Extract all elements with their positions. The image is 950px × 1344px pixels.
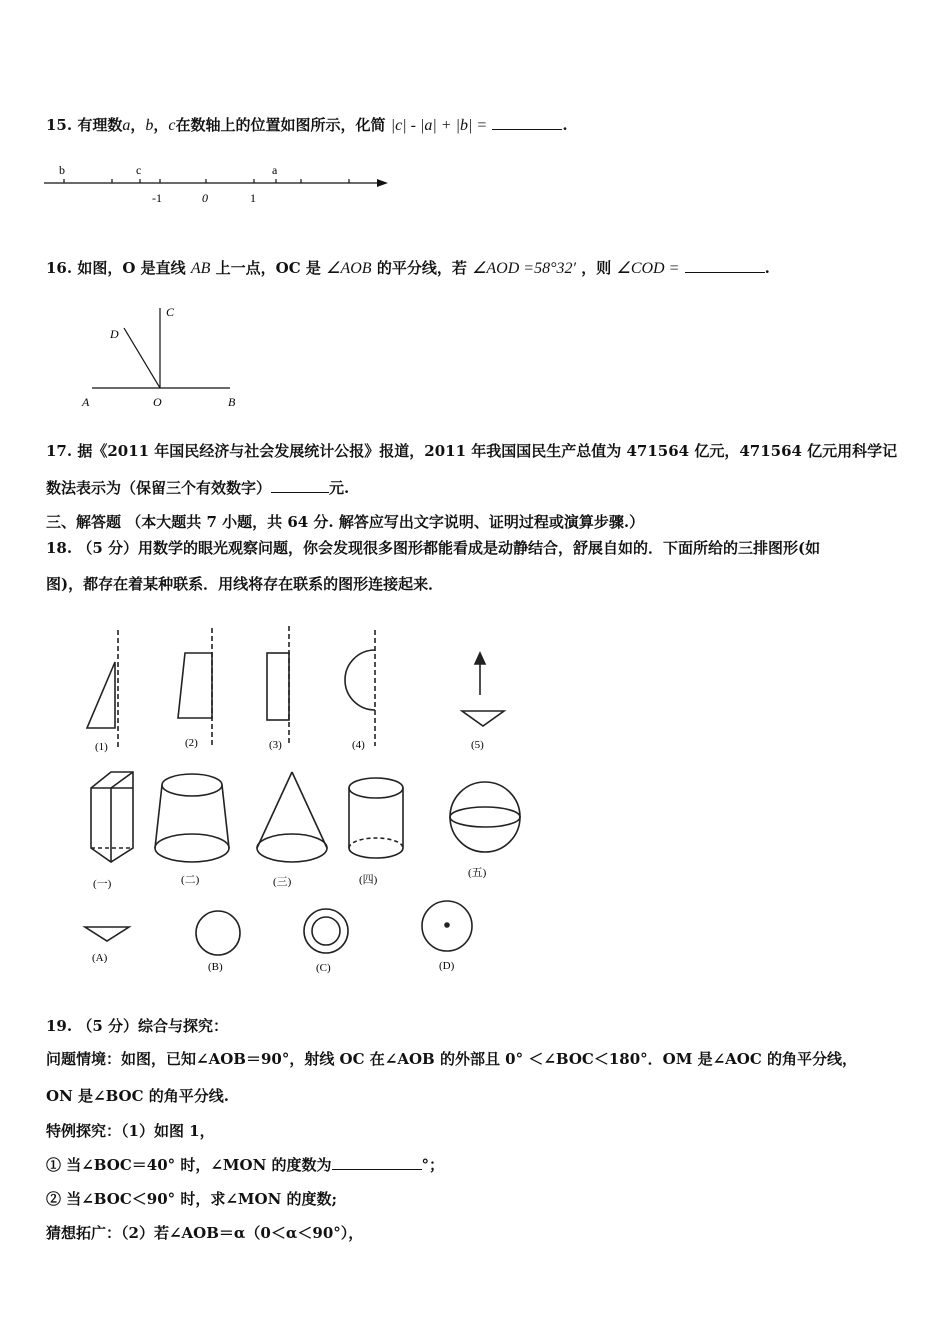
label-row2-3: (三) xyxy=(273,876,292,888)
label-row2-4: (四) xyxy=(359,874,378,886)
axis-tick-minus1: -1 xyxy=(152,191,162,205)
q19-part-1-end: °； xyxy=(421,1156,445,1174)
q19-line-1: 问题情境：如图，已知∠AOB＝90°，射线 OC 在∠AOB 的外部且 0° ＜∠BOC＜180°．OM 是∠AOC 的角平分线， xyxy=(46,1050,857,1068)
q15-line xyxy=(46,114,568,135)
label-row2-1: (一) xyxy=(93,878,112,890)
q15-number: 15. xyxy=(46,116,73,134)
q18-line-1: 18. （5 分）用数学的眼光观察问题，你会发现很多图形都能看成是动静结合，舒展自如的．下面所给的三排图形(如 xyxy=(46,539,821,557)
axis-tick-0: 0 xyxy=(202,191,208,205)
label-row1-1: (1) xyxy=(95,741,108,753)
flat-triangle-a xyxy=(85,927,129,941)
q17-answer-blank[interactable] xyxy=(271,478,329,493)
label-row1-5: (5) xyxy=(471,739,484,751)
label-o: O xyxy=(153,395,162,409)
q19-part-1-text: ① 当∠BOC＝40° 时，∠MON 的度数为 xyxy=(46,1156,332,1174)
q15-var-a: a xyxy=(122,117,131,134)
shape-rectangle-3 xyxy=(267,653,289,720)
q16-figure xyxy=(78,300,248,415)
q15-var-c: c xyxy=(168,117,176,134)
q19-line-2: ON 是∠BOC 的角平分线. xyxy=(46,1087,229,1105)
q15-var-b: b xyxy=(145,117,154,134)
q16-text-4: ，则 xyxy=(581,259,612,277)
shape-trapezoid-2 xyxy=(178,653,212,718)
q15-sep-1: ， xyxy=(130,116,146,134)
q16-end: . xyxy=(764,259,770,277)
arrow-up-icon xyxy=(475,653,485,664)
q19-line-5: ② 当∠BOC＜90° 时，求∠MON 的度数; xyxy=(46,1190,338,1208)
q17-text: 数法表示为（保留三个有效数字） xyxy=(46,479,272,497)
label-row3-c: (C) xyxy=(316,962,331,974)
q16-given-angle: ∠AOD =58°32′ xyxy=(472,260,576,277)
label-row3-d: (D) xyxy=(439,960,455,972)
label-row1-2: (2) xyxy=(185,737,198,749)
q17-line-1: 17. 据《2011 年国民经济与社会发展统计公报》报道，2011 年我国国民生产总值为 471564 亿元，471564 亿元用科学记 xyxy=(46,442,898,460)
label-a: A xyxy=(82,395,90,409)
flat-circle-b xyxy=(196,911,240,955)
q16-text-1: 如图，O 是直线 xyxy=(77,259,186,277)
q16-line xyxy=(46,257,770,278)
solid-cylinder xyxy=(349,778,403,798)
solid-sphere xyxy=(450,782,520,852)
section-3-heading: 三、解答题 （本大题共 7 小题，共 64 分. 解答应写出文字说明、证明过程或演算步骤.） xyxy=(46,513,645,531)
q19-line-6: 猜想拓广：（2）若∠AOB＝α（0＜α＜90°）， xyxy=(46,1224,364,1242)
axis-tick-1: 1 xyxy=(250,191,256,205)
q15-number-line xyxy=(44,160,394,210)
axis-point-b: b xyxy=(59,163,65,177)
q16-number: 16. xyxy=(46,259,73,277)
q16-text-3: 的平分线，若 xyxy=(376,259,467,277)
label-row3-a: (A) xyxy=(92,952,108,964)
q16-line-ab: AB xyxy=(190,260,211,277)
label-row1-3: (3) xyxy=(269,739,282,751)
q16-text-2: 上一点，OC 是 xyxy=(215,259,321,277)
axis-point-a: a xyxy=(272,163,278,177)
q17-line-2 xyxy=(46,477,349,498)
q16-angle-cod: ∠COD = xyxy=(616,260,680,277)
q15-sep-2: ， xyxy=(153,116,169,134)
q15-text-2: 在数轴上的位置如图所示，化简 xyxy=(175,116,386,134)
solid-frustum xyxy=(162,774,222,796)
q19-answer-blank[interactable] xyxy=(332,1155,422,1170)
label-row1-4: (4) xyxy=(352,739,365,751)
q15-expression: |c| - |a| + |b| = xyxy=(390,117,488,134)
ray-od xyxy=(124,328,160,388)
axis-arrow-icon xyxy=(377,179,388,187)
label-row2-5: (五) xyxy=(468,867,487,879)
q16-answer-blank[interactable] xyxy=(685,258,765,273)
label-b: B xyxy=(228,395,236,409)
shape-semicircle-4 xyxy=(345,650,375,710)
axis-ticks xyxy=(64,179,349,183)
label-d: D xyxy=(110,327,119,341)
q15-end: . xyxy=(562,116,568,134)
q18-line-2: 图)，都存在着某种联系．用线将存在联系的图形连接起来． xyxy=(46,575,444,593)
q15-text-1: 有理数 xyxy=(77,116,123,134)
q19-title: 19. （5 分）综合与探究： xyxy=(46,1017,228,1035)
shape-triangle-1 xyxy=(87,662,115,728)
q16-angle-aob: ∠AOB xyxy=(326,260,372,277)
q17-unit: 元. xyxy=(329,479,350,497)
q19-line-4 xyxy=(46,1154,444,1175)
axis-point-c: c xyxy=(136,163,142,177)
shape-triangle-5 xyxy=(462,711,504,726)
label-c: C xyxy=(166,305,175,319)
q15-answer-blank[interactable] xyxy=(492,115,562,130)
q19-line-3: 特例探究：（1）如图 1， xyxy=(46,1122,215,1140)
label-row3-b: (B) xyxy=(208,961,223,973)
label-row2-2: (二) xyxy=(181,874,200,886)
flat-ring-c xyxy=(304,909,348,953)
q18-figure xyxy=(75,620,555,980)
